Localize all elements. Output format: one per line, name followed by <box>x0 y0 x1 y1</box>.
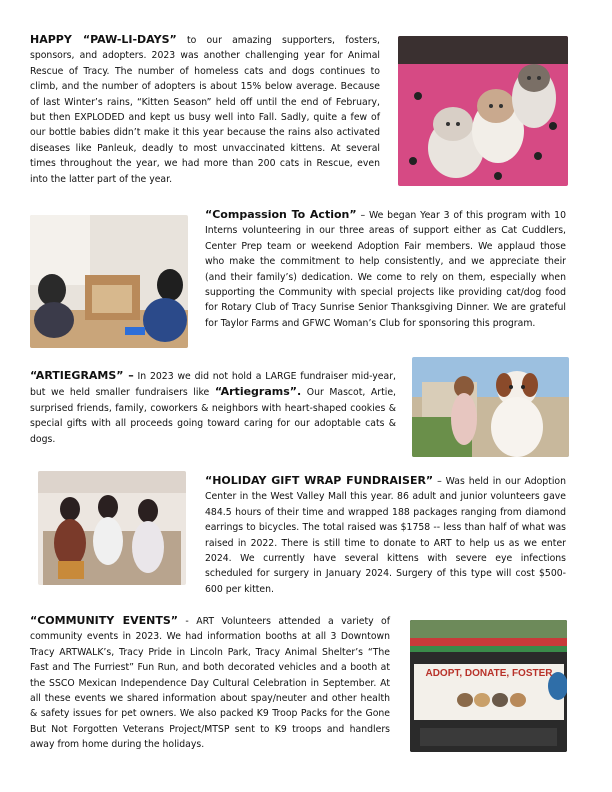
section-body: – We began Year 3 of this program with 10 Interns volunteering in our three areas of support either as Cat Cuddlers, Center Prep team or weekend Adoption Fair members. We applaud those who make the commitment to help consistently, and we appreciate their (and their family’s) dedication. We come to rely on them, especially when supporting the Community with special projects like providing cat/dog food for Rotary Club of Tracy Sunrise Senior Thanksgiving Dinner. We are grateful for Taylor Farms and GFWC Woman’s Club for sponsoring this program. <box>205 210 566 329</box>
adopt-donate-foster-banner-photo <box>410 620 567 752</box>
section-heading: “ARTIEGRAMS” – <box>30 369 134 382</box>
section-heading: “COMMUNITY EVENTS” <box>30 614 178 627</box>
section-heading: “Compassion To Action” <box>205 208 357 221</box>
section-body: to our amazing supporters, fosters, sponsors, and adopters. 2023 was another challenging year for Animal Rescue of Tracy. The number of homeless cats and dogs continues to climb, and the number of adopters is about 15% below average. Because of last Winter’s rains, “Kitten Season” held off until the end of February, but then EXPLODED and kept us busy well into Fall. Sadly, quite a few of our bottle babies didn’t make it this year because the rains also activated diseases like Panleuk, deadly to most unvaccinated kittens. At several times throughout the year, we had more than 200 cats in Rescue, even into the latter part of the year. <box>30 35 380 185</box>
section-heading: “HOLIDAY GIFT WRAP FUNDRAISER” <box>205 474 434 487</box>
section-body: In 2023 we did not hold a LARGE fundraiser mid-year, but we held smaller fundraisers like <box>30 371 396 399</box>
section-body: - ART Volunteers attended a variety of community events in 2023. We had information booths at all 3 Downtown Tracy ARTWALK’s, Tracy Pride in Lincoln Park, Tracy Animal Shelter’s “The Fast and The Furriest” Fun Run, and both decorated vehicles and a booth at the SSCO Mexican Independence Day Cultural Celebration in September. At all these events we shared information about spay/neuter and other health & safety issues for pet owners. We also packed K9 Troop Packs for the Gone But Not Forgotten Veterans Project/MTSP sent to K9 troops and handlers away from home during the holidays. <box>30 616 391 751</box>
gift-wrap-photo <box>38 471 186 585</box>
banner-sign-text: ADOPT, DONATE, FOSTER <box>425 668 553 679</box>
interns-photo <box>30 215 188 348</box>
section-heading: HAPPY “PAW-LI-DAYS” <box>30 33 177 46</box>
section-body: – Was held in our Adoption Center in the West Valley Mall this year. 86 adult and junior volunteers gave 484.5 hours of their time and wrapped 188 packages ranging from diamond earrings to bicycles. The total raised was $1758 -- less than half of what was raised in 2022. There is still time to donate to ART to help us as we enter 2024. We currently have several kittens with severe eye infections scheduled for surgery in January 2024. Surgery of this type will cost $500-600 per kitten. <box>205 476 566 595</box>
section-community-events <box>30 613 390 753</box>
section-holiday-gift-wrap <box>205 473 566 597</box>
section-compassion-to-action <box>205 207 566 331</box>
artie-mascot-photo <box>412 357 569 457</box>
section-paw-li-days <box>30 32 380 187</box>
section-body-continued: Our Mascot, Artie, surprised friends, family, coworkers & neighbors with heart-shaped cookies & special gifts with all proceeds going toward caring for our adoptable cats & dogs. <box>30 387 396 445</box>
kittens-photo <box>398 36 568 186</box>
section-artiegrams <box>30 368 396 447</box>
artiegrams-emphasis: “Artiegrams”. <box>214 385 302 399</box>
